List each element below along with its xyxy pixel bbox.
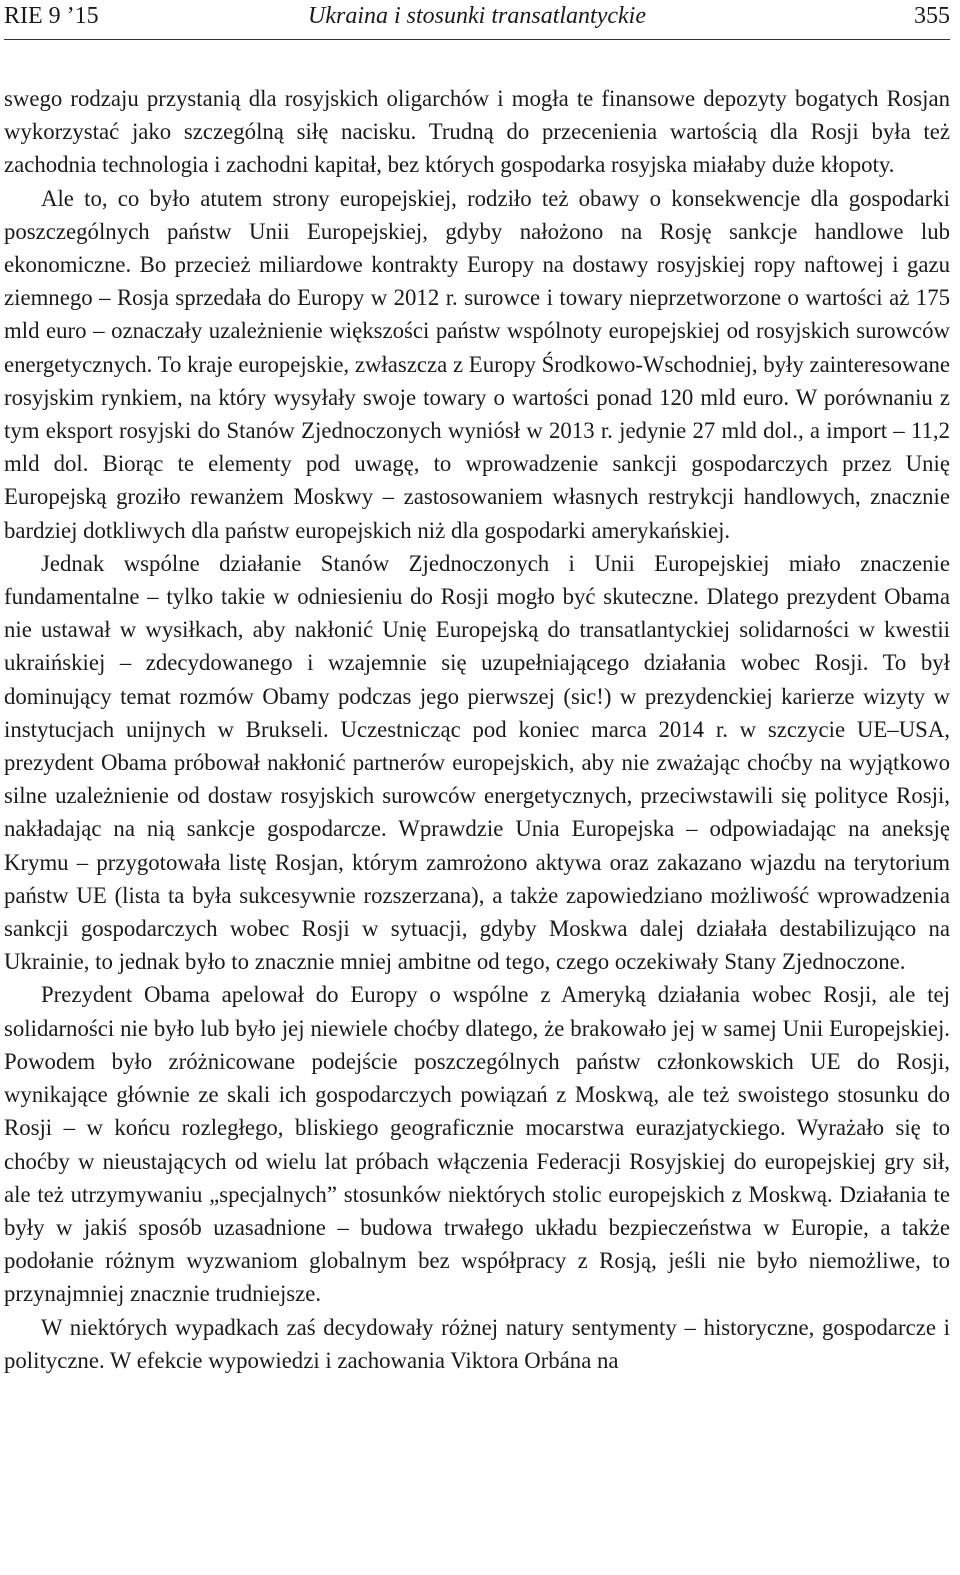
paragraph: Ale to, co było atutem strony europejskiej, rodziło też obawy o konsekwencje dla gospodarki poszczególnych państw Unii Europejskiej, gdyby nałożono na Rosję sankcje handlowe lub ekonomiczne. Bo przecież miliardowe kontrakty Europy na dostawy rosyjskiej ropy naftowej i gazu ziemnego – Rosja sprzedała do Europy w 2012 r. surowce i towary nieprzetworzone o wartości aż 175 mld euro – oznaczały uzależnienie większości państw wspólnoty europejskiej od rosyjskich surowców energetycznych. To kraje europejskie, zwłaszcza z Europy Środkowo-Wschodniej, były zainteresowane rosyjskim rynkiem, na który wysyłały swoje towary o wartości ponad 120 mld euro. W porównaniu z tym eksport rosyjski do Stanów Zjednoczonych wyniósł w 2013 r. jedynie 27 mld dol., a import – 11,2 mld dol. Biorąc te elementy pod uwagę, to wprowadzenie sankcji gospodarczych przez Unię Europejską groziło rewanżem Moskwy – zastosowaniem własnych restrykcji handlowych, znacznie bardziej dotkliwych dla państw europejskich niż dla gospodarki amerykańskiej. — [4, 185, 950, 543]
paragraph: W niektórych wypadkach zaś decydowały różnej natury sentymenty – historyczne, gospodarcze i polityczne. W efekcie wypowiedzi i zachowania Viktora Orbána na — [4, 1314, 950, 1373]
journal-issue: RIE 9 ’15 — [4, 3, 99, 29]
running-header — [4, 0, 950, 32]
running-title: Ukraina i stosunki transatlantyckie — [308, 3, 646, 29]
paragraph: Jednak wspólne działanie Stanów Zjednoczonych i Unii Europejskiej miało znaczenie fundamentalne – tylko takie w odniesieniu do Rosji mogło być skuteczne. Dlatego prezydent Obama nie ustawał w wysiłkach, aby nakłonić Unię Europejską do transatlantyckiej solidarności w kwestii ukraińskiej – zdecydowanego i wzajemnie się uzupełniającego działania wobec Rosji. To był dominujący temat rozmów Obamy podczas jego pierwszej (sic!) w prezydenckiej karierze wizyty w instytucjach unijnych w Brukseli. Uczestnicząc pod koniec marca 2014 r. w szczycie UE–USA, prezydent Obama próbował nakłonić partnerów europejskich, aby nie zważając choćby na wyjątkowo silne uzależnienie od dostaw rosyjskich surowców energetycznych, przeciwstawili się polityce Rosji, nakładając na nią sankcje gospodarcze. Wprawdzie Unia Europejska – odpowiadając na aneksję Krymu – przygotowała listę Rosjan, którym zamrożono aktywa oraz zakazano wjazdu na terytorium państw UE (lista ta była sukcesywnie rozszerzana), a także zapowiedziano możliwość wprowadzenia sankcji gospodarczych wobec Rosji w sytuacji, gdyby Moskwa dalej działała destabilizująco na Ukrainie, to jednak było to znacznie mniej ambitne od tego, czego oczekiwały Stany Zjednoczone. — [4, 550, 950, 975]
paragraph: swego rodzaju przystanią dla rosyjskich oligarchów i mogła te finansowe depozyty bogatych Rosjan wykorzystać jako szczególną siłę nacisku. Trudną do przecenienia wartością dla Rosji była też zachodnia technologia i zachodni kapitał, bez których gospodarka rosyjska miałaby duże kłopoty. — [4, 86, 950, 178]
article-body — [4, 82, 950, 1377]
page-number: 355 — [914, 3, 950, 29]
header-rule — [4, 39, 950, 40]
paragraph: Prezydent Obama apelował do Europy o wspólne z Ameryką działania wobec Rosji, ale tej solidarności nie było lub było jej niewiele choćby dlatego, że brakowało jej w samej Unii Europejskiej. Powodem było zróżnicowane podejście poszczególnych państw członkowskich UE do Rosji, wynikające głównie ze skali ich gospodarczych powiązań z Moskwą, ale też swoistego stosunku do Rosji – w końcu rozległego, bliskiego geograficznie mocarstwa eurazjatyckiego. Wyrażało się to choćby w nieustających od wielu lat próbach włączenia Federacji Rosyjskiej do europejskiej gry sił, ale też utrzymywaniu „specjalnych” stosunków niektórych stolic europejskich z Moskwą. Działania te były w jakiś sposób uzasadnione – budowa trwałego układu bezpieczeństwa w Europie, a także podołanie różnym wyzwaniom globalnym bez współpracy z Rosją, jeśli nie było niemożliwe, to przynajmniej znacznie trudniejsze. — [4, 982, 950, 1307]
